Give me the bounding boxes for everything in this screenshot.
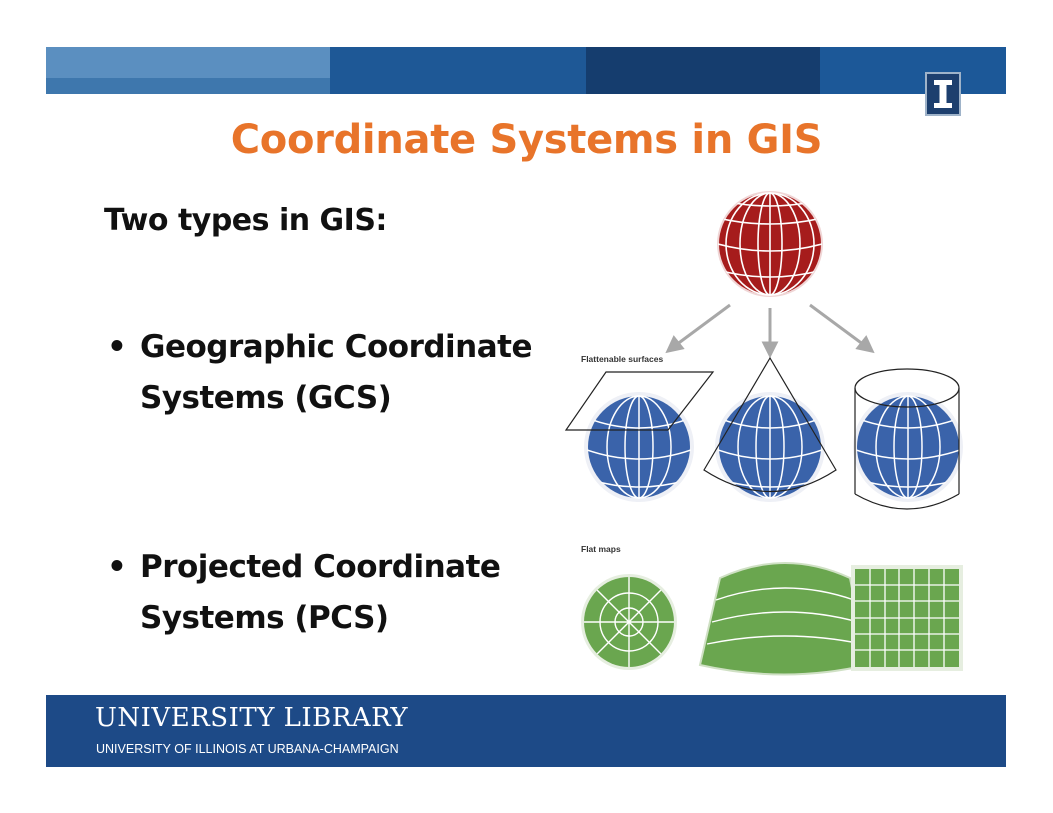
header-band: [46, 47, 1006, 94]
bullet-pcs-line2: Systems (PCS): [140, 600, 389, 636]
flat-map-conic: [700, 563, 867, 675]
slide-subtitle: Two types in GIS:: [104, 203, 387, 238]
header-segment-light: [46, 47, 330, 94]
projection-arrows: [668, 305, 872, 355]
label-flat-maps: Flat maps: [581, 544, 621, 554]
flat-map-azimuthal: [581, 574, 677, 670]
bullet-gcs: [107, 322, 532, 424]
globe-cylinder-projection: [853, 369, 963, 509]
label-flattenable-surfaces: Flattenable surfaces: [581, 354, 664, 364]
bullet-pcs: [107, 542, 500, 644]
footer-band: [46, 695, 1006, 767]
bullet-gcs-line2: Systems (GCS): [140, 380, 392, 416]
globe-red: [717, 191, 823, 297]
slide-title: Coordinate Systems in GIS: [230, 117, 823, 163]
header-segment-mid: [330, 47, 586, 94]
projection-diagram: [558, 188, 970, 688]
bullet-gcs-line1: Geographic Coordinate: [140, 329, 533, 365]
globe-plane-projection: [566, 372, 713, 502]
footer-subtitle: UNIVERSITY OF ILLINOIS AT URBANA-CHAMPAIGN: [96, 742, 399, 756]
flat-map-cylindrical: [851, 565, 963, 671]
footer-title: UNIVERSITY LIBRARY: [95, 703, 409, 733]
bullet-dot: •: [107, 329, 127, 365]
illinois-block-i-icon: [925, 72, 961, 116]
bullet-dot: •: [107, 549, 127, 585]
bullet-pcs-line1: Projected Coordinate: [140, 549, 501, 585]
header-segment-dark: [586, 47, 820, 94]
globe-cone-projection: [704, 358, 836, 502]
header-segment-right: [820, 47, 1006, 94]
